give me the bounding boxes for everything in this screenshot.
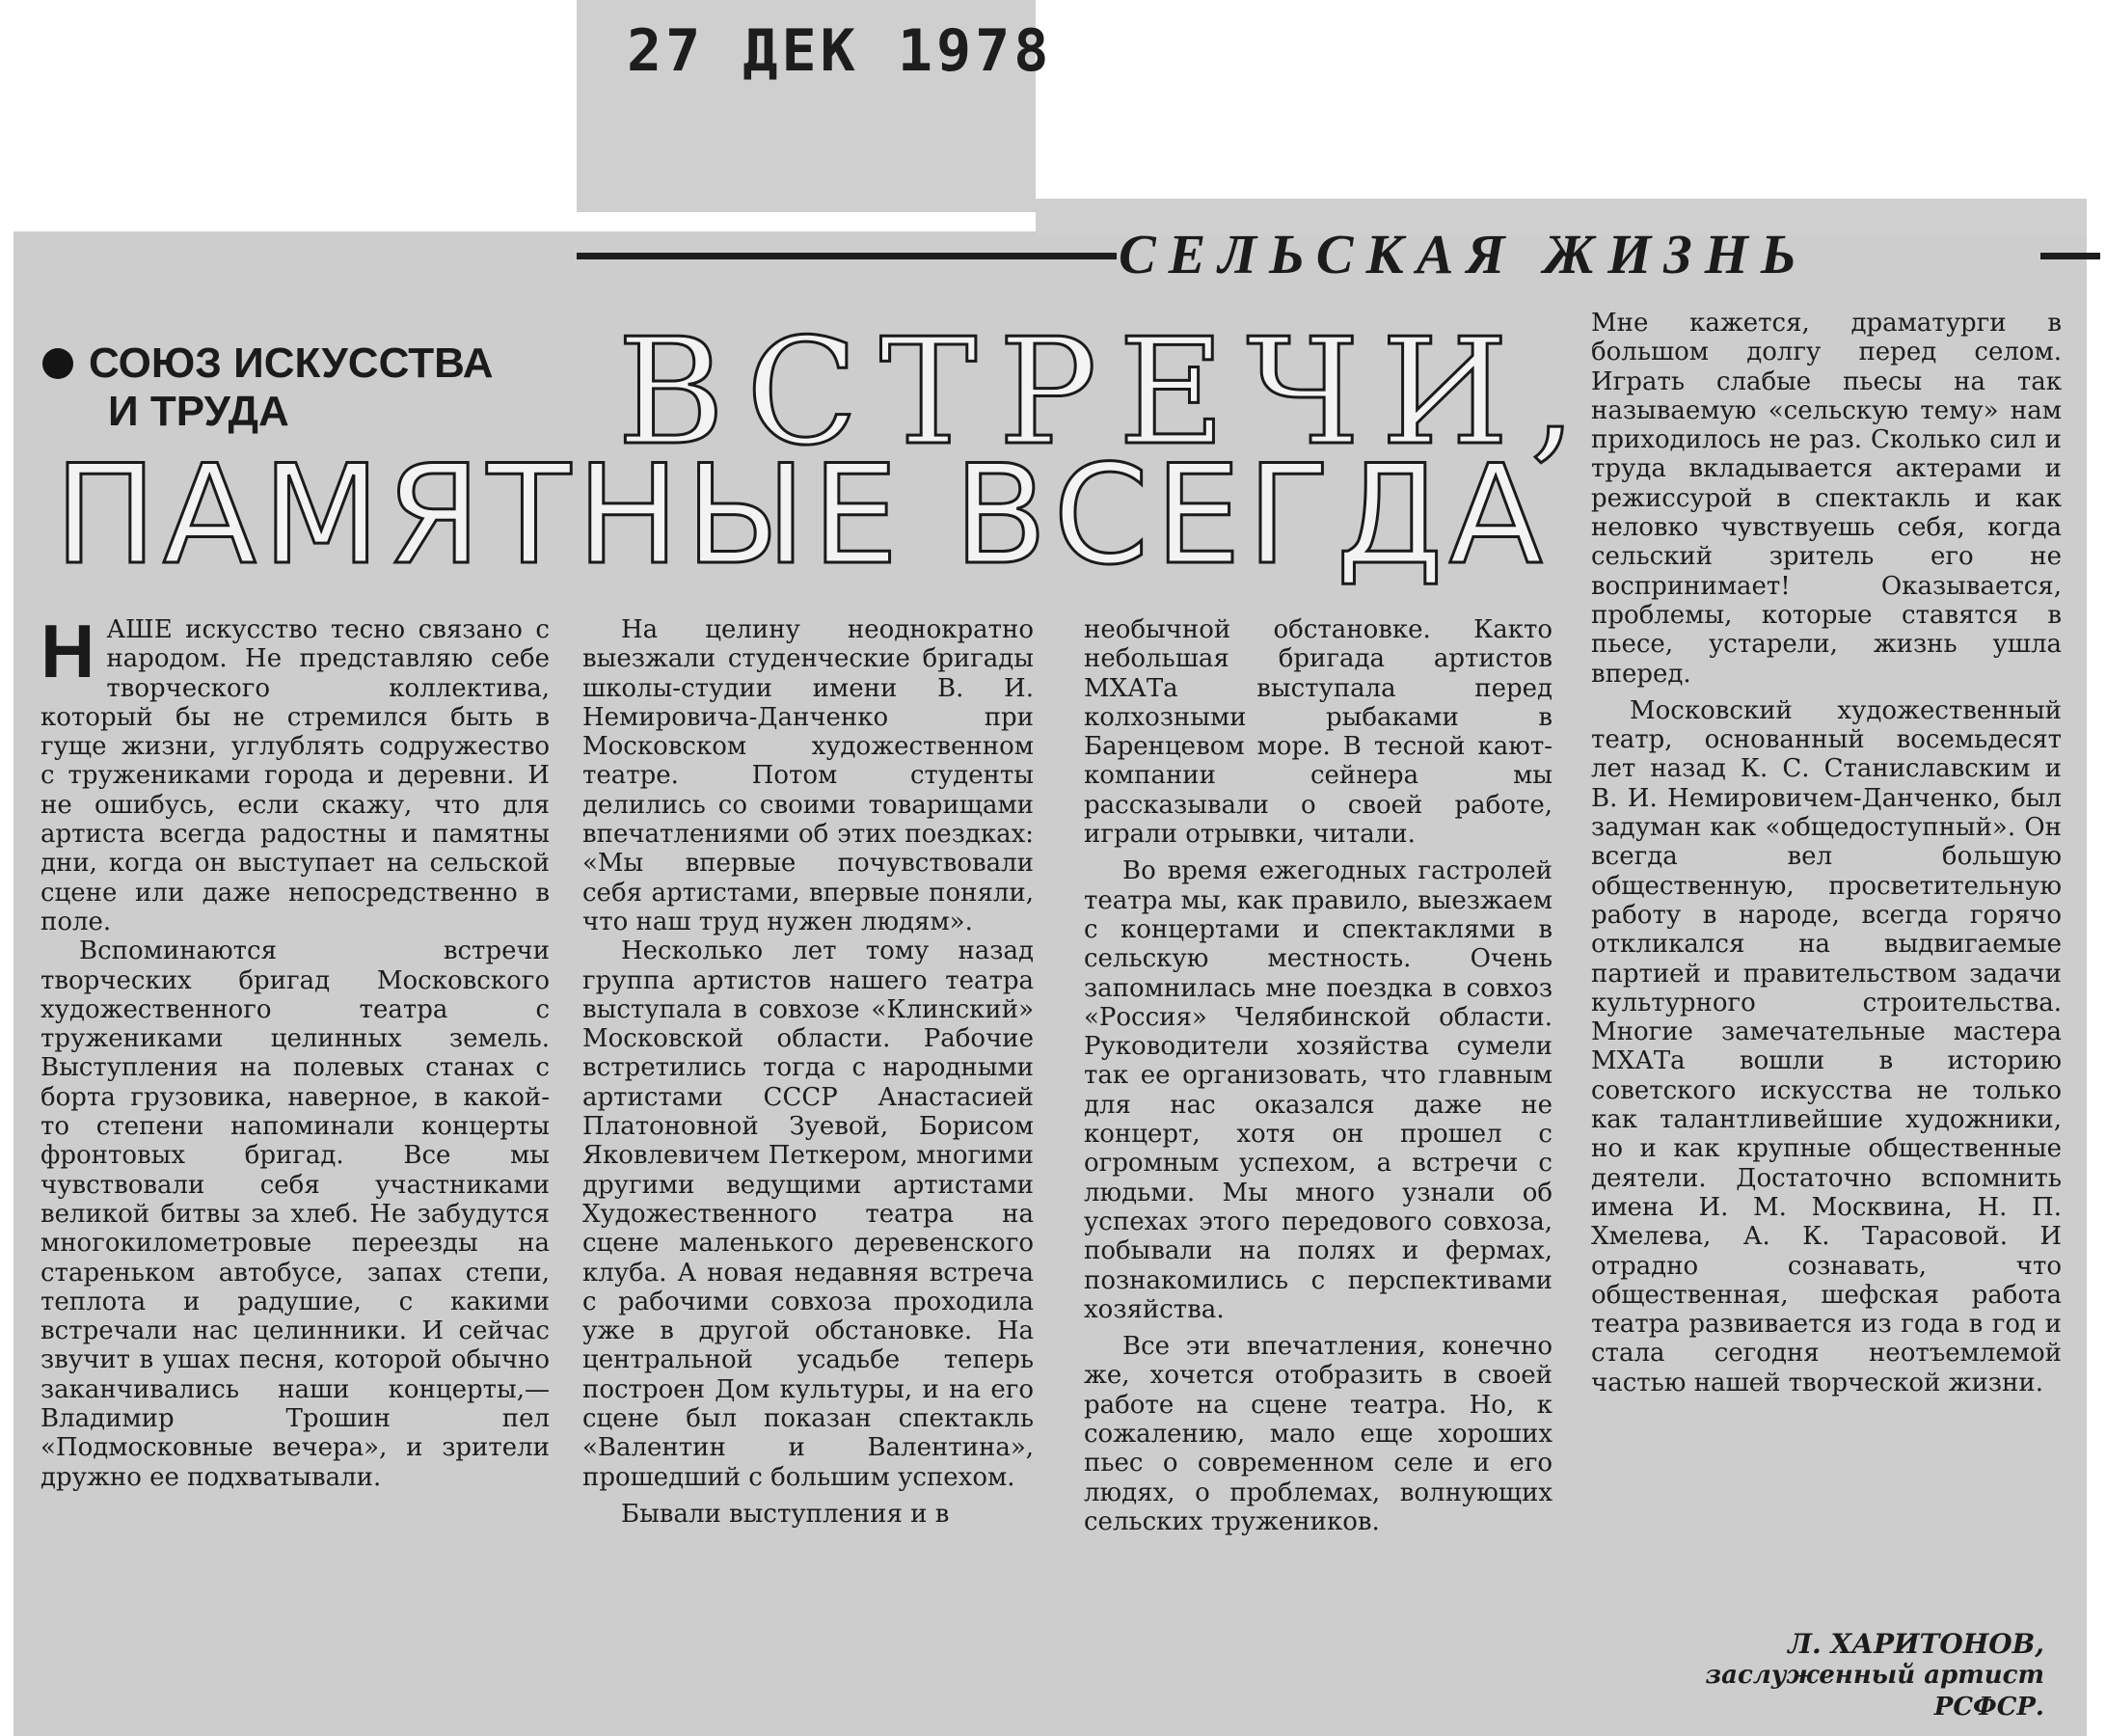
paragraph: Мне кажется, драматурги в большом долгу перед селом. Играть слабые пьесы на так называемую «сельскую тему» нам приходилось не раз. Сколько сил и труда вкладывается актерами и режиссурой в спектакль и как неловко чувствуешь себя, когда сельский зритель его не воспринимает! Оказывается, проблемы, которые ставятся в пьесе, устарели, жизнь ушла вперед. [1591, 309, 2062, 689]
newspaper-rubric: СЕЛЬСКАЯ ЖИЗНЬ [1119, 223, 1809, 285]
drop-cap: Н [40, 609, 95, 693]
author-signature [1678, 1628, 2044, 1723]
paragraph: необычной обстановке. Както небольшая бригада артистов МХАТа выступала перед колхозными рыбаками в Баренцевом море. В тесной кают-компании сейнера мы рассказывали о своей работе, играли отрывки, читали. [1084, 615, 1552, 850]
rubric-rule-right [2040, 253, 2100, 259]
author-title-line-1: заслуженный артист [1705, 1661, 2044, 1690]
headline-line-1: ВСТРЕЧИ, [617, 307, 1598, 477]
paragraph: Бывали выступления и в [621, 1499, 950, 1529]
author-title-line-2: РСФСР. [1933, 1693, 2044, 1722]
article-column-4 [1591, 309, 2062, 1397]
rubric-rule-left [577, 253, 1117, 259]
paragraph: Вспоминаются встречи творческих бригад Московского художественного театра с тружениками целинных земель. Выступления на полевых станах с борта грузовика, наверное, в какой-то степени напоминали концерты фронтовых бригад. Все мы чувствовали себя участниками великой битвы за хлеб. Не забудутся многокилометровые переезды на стареньком автобусе, запах степи, теплота и радушие, с какими встречали нас целинники. И сейчас звучит в ушах песня, которой обычно заканчивались наши концерты,— Владимир Трошин пел «Подмосковные вечера», и зрители дружно ее подхватывали. [40, 936, 550, 1492]
series-line-1: СОЮЗ ИСКУССТВА [89, 339, 494, 387]
article-column-2 [582, 615, 1034, 1529]
article-column-1 [40, 609, 550, 1492]
paragraph: На целину неоднократно выезжали студенческие бригады школы-студии имени В. И. Немировича-Данченко при Московском художественном театре. Потом студенты делились со своими товарищами впечатлениями об этих поездках: «Мы впервые почувствовали себя артистами, впервые поняли, что наш труд нужен людям». [582, 615, 1034, 936]
paragraph: АШЕ искусство тесно связано с народом. Не представляю себе творческого коллектива, который бы не стремился быть в гуще жизни, углублять содружество с тружениками города и деревни. И не ошибусь, если скажу, что для артиста всегда радостны и памятны дни, когда он выступает на сельской сцене или даже непосредственно в поле. [40, 615, 550, 936]
date-stamp: 27 ДЕК 1978 [627, 17, 1053, 85]
author-name: Л. ХАРИТОНОВ, [1788, 1628, 2044, 1660]
headline-line-2: ПАМЯТНЫЕ ВСЕГДА [54, 436, 1549, 595]
paragraph: Московский художественный театр, основанный восемьдесят лет назад К. С. Станиславским и В. И. Немировичем-Данченко, был задуман как «общедоступный». Он всегда вел большую общественную, просветительную работу в народе, всегда горячо откликался на выдвигаемые партией и правительством задачи культурного строительства. Многие замечательные мастера МХАТа вошли в историю советского искусства не только как талантливейшие художники, но и как крупные общественные деятели. Достаточно вспомнить имена И. М. Москвина, Н. П. Хмелева, А. К. Тарасовой. И отрадно сознавать, что общественная, шефская работа театра развивается из года в год и стала сегодня неотъемлемой частью нашей творческой жизни. [1591, 695, 2062, 1397]
series-line-2: И ТРУДА [108, 388, 289, 435]
article-column-3 [1084, 615, 1552, 1536]
paragraph: Все эти впечатления, конечно же, хочется отобразить в своей работе на сцене театра. Но, к сожалению, мало еще хороших пьес о современном селе и его людях, о проблемах, волнующих сельских тружеников. [1084, 1332, 1552, 1536]
paragraph: Несколько лет тому назад группа артистов нашего театра выступала в совхозе «Клинский» Московской области. Рабочие встретились тогда с народными артистами СССР Анастасией Платоновной Зуевой, Борисом Яковлевичем Петкером, многими другими ведущими артистами Художественного театра на сцене маленького деревенского клуба. А новая недавняя встреча с рабочими совхоза проходила уже в другой обстановке. На центральной усадьбе теперь построен Дом культуры, и на его сцене был показан спектакль «Валентин и Валентина», прошедший с большим успехом. [582, 936, 1034, 1492]
series-heading [42, 339, 493, 436]
paragraph: Во время ежегодных гастролей театра мы, как правило, выезжаем с концертами и спектаклями в сельскую местность. Очень запомнилась мне поездка в совхоз «Россия» Челябинской области. Руководители хозяйства сумели так ее организовать, что главным для нас оказался даже не концерт, хотя он прошел с огромным успехом, а встречи с людьми. Мы много узнали об успехах этого передового совхоза, побывали на полях и фермах, познакомились с перспективами хозяйства. [1084, 856, 1552, 1324]
bullet-icon [42, 348, 73, 379]
